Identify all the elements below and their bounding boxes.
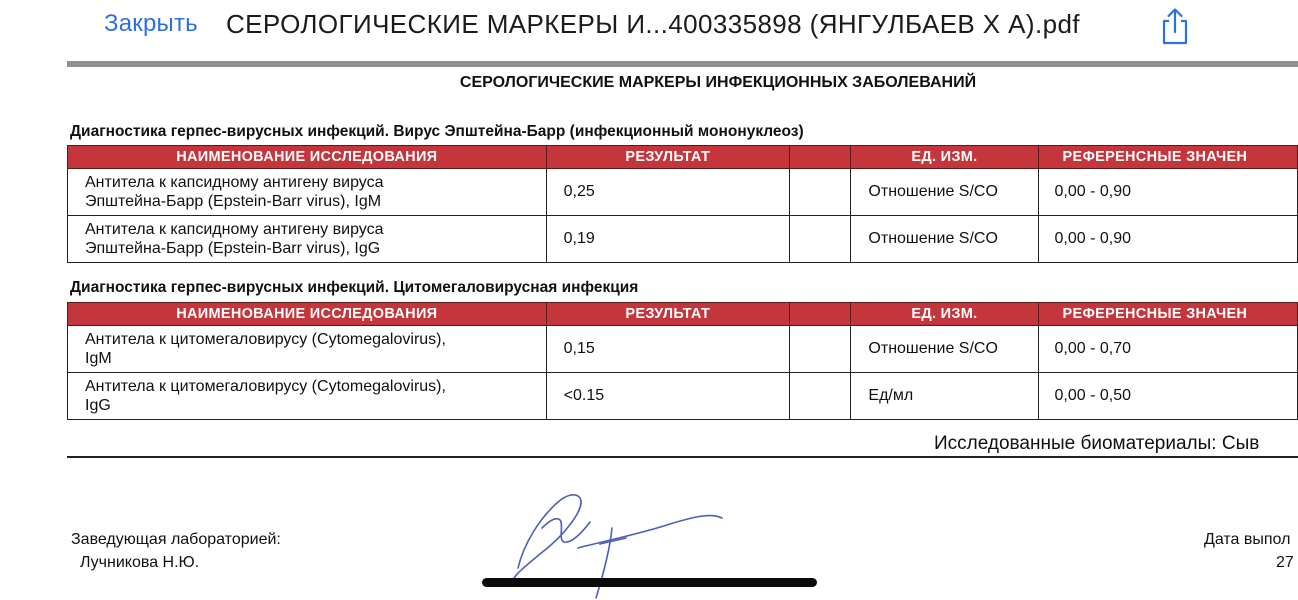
- test-result: <0.15: [546, 373, 789, 420]
- column-header-result: РЕЗУЛЬТАТ: [546, 146, 789, 169]
- share-icon[interactable]: [1158, 6, 1192, 46]
- table-row: [68, 169, 1298, 216]
- column-header-flag: [789, 146, 851, 169]
- issue-date-value: 27: [1276, 554, 1294, 571]
- test-flag: [789, 216, 851, 263]
- column-header-reference: РЕФЕРЕНСНЫЕ ЗНАЧЕН: [1038, 146, 1298, 169]
- table-header-row: [68, 303, 1298, 326]
- lab-head-role: Заведующая лабораторией:: [71, 531, 281, 548]
- test-name: Антитела к цитомегаловирусу (Cytomegalovirus), IgG: [68, 373, 547, 420]
- table-row: [68, 373, 1298, 420]
- column-header-name: НАИМЕНОВАНИЕ ИССЛЕДОВАНИЯ: [68, 303, 547, 326]
- test-reference: 0,00 - 0,50: [1038, 373, 1298, 420]
- viewer-toolbar: [0, 0, 1298, 56]
- column-header-unit: ЕД. ИЗМ.: [851, 303, 1038, 326]
- results-table-ebv: [67, 145, 1298, 263]
- lab-head-name: Лучникова Н.Ю.: [80, 554, 200, 571]
- close-button[interactable]: Закрыть: [104, 10, 198, 37]
- report-title: СЕРОЛОГИЧЕСКИЕ МАРКЕРЫ ИНФЕКЦИОННЫХ ЗАБОЛЕВАНИЙ: [459, 74, 977, 91]
- table-header-row: [68, 146, 1298, 169]
- test-result: 0,19: [546, 216, 789, 263]
- home-indicator[interactable]: [482, 578, 817, 587]
- column-header-name: НАИМЕНОВАНИЕ ИССЛЕДОВАНИЯ: [68, 146, 547, 169]
- column-header-result: РЕЗУЛЬТАТ: [546, 303, 789, 326]
- bottom-divider: [67, 456, 1298, 458]
- document-title: СЕРОЛОГИЧЕСКИЕ МАРКЕРЫ И...400335898 (ЯНГУЛБАЕВ Х А).pdf: [226, 9, 1080, 39]
- test-result: 0,15: [546, 326, 789, 373]
- table-row: [68, 216, 1298, 263]
- biomaterials-note: Исследованные биоматериалы: Сыв: [934, 433, 1260, 454]
- test-reference: 0,00 - 0,90: [1038, 169, 1298, 216]
- test-result: 0,25: [546, 169, 789, 216]
- test-reference: 0,00 - 0,70: [1038, 326, 1298, 373]
- test-unit: Отношение S/CO: [851, 216, 1038, 263]
- test-name: Антитела к капсидному антигену вируса Эпштейна-Барр (Epstein-Barr virus), IgM: [68, 169, 547, 216]
- test-unit: Ед/мл: [851, 373, 1038, 420]
- test-reference: 0,00 - 0,90: [1038, 216, 1298, 263]
- column-header-unit: ЕД. ИЗМ.: [851, 146, 1038, 169]
- test-flag: [789, 169, 851, 216]
- test-flag: [789, 326, 851, 373]
- top-divider: [67, 61, 1298, 67]
- table-row: [68, 326, 1298, 373]
- test-unit: Отношение S/CO: [851, 169, 1038, 216]
- column-header-flag: [789, 303, 851, 326]
- test-unit: Отношение S/CO: [851, 326, 1038, 373]
- test-name: Антитела к цитомегаловирусу (Cytomegalovirus), IgM: [68, 326, 547, 373]
- issue-date-label: Дата выпол: [1204, 531, 1291, 548]
- section-heading-cmv: Диагностика герпес-вирусных инфекций. Цитомегаловирусная инфекция: [70, 279, 639, 296]
- test-flag: [789, 373, 851, 420]
- test-name: Антитела к капсидному антигену вируса Эпштейна-Барр (Epstein-Barr virus), IgG: [68, 216, 547, 263]
- section-heading-ebv: Диагностика герпес-вирусных инфекций. Вирус Эпштейна-Барр (инфекционный мононуклеоз): [70, 123, 804, 140]
- column-header-reference: РЕФЕРЕНСНЫЕ ЗНАЧЕН: [1038, 303, 1298, 326]
- results-table-cmv: [67, 302, 1298, 420]
